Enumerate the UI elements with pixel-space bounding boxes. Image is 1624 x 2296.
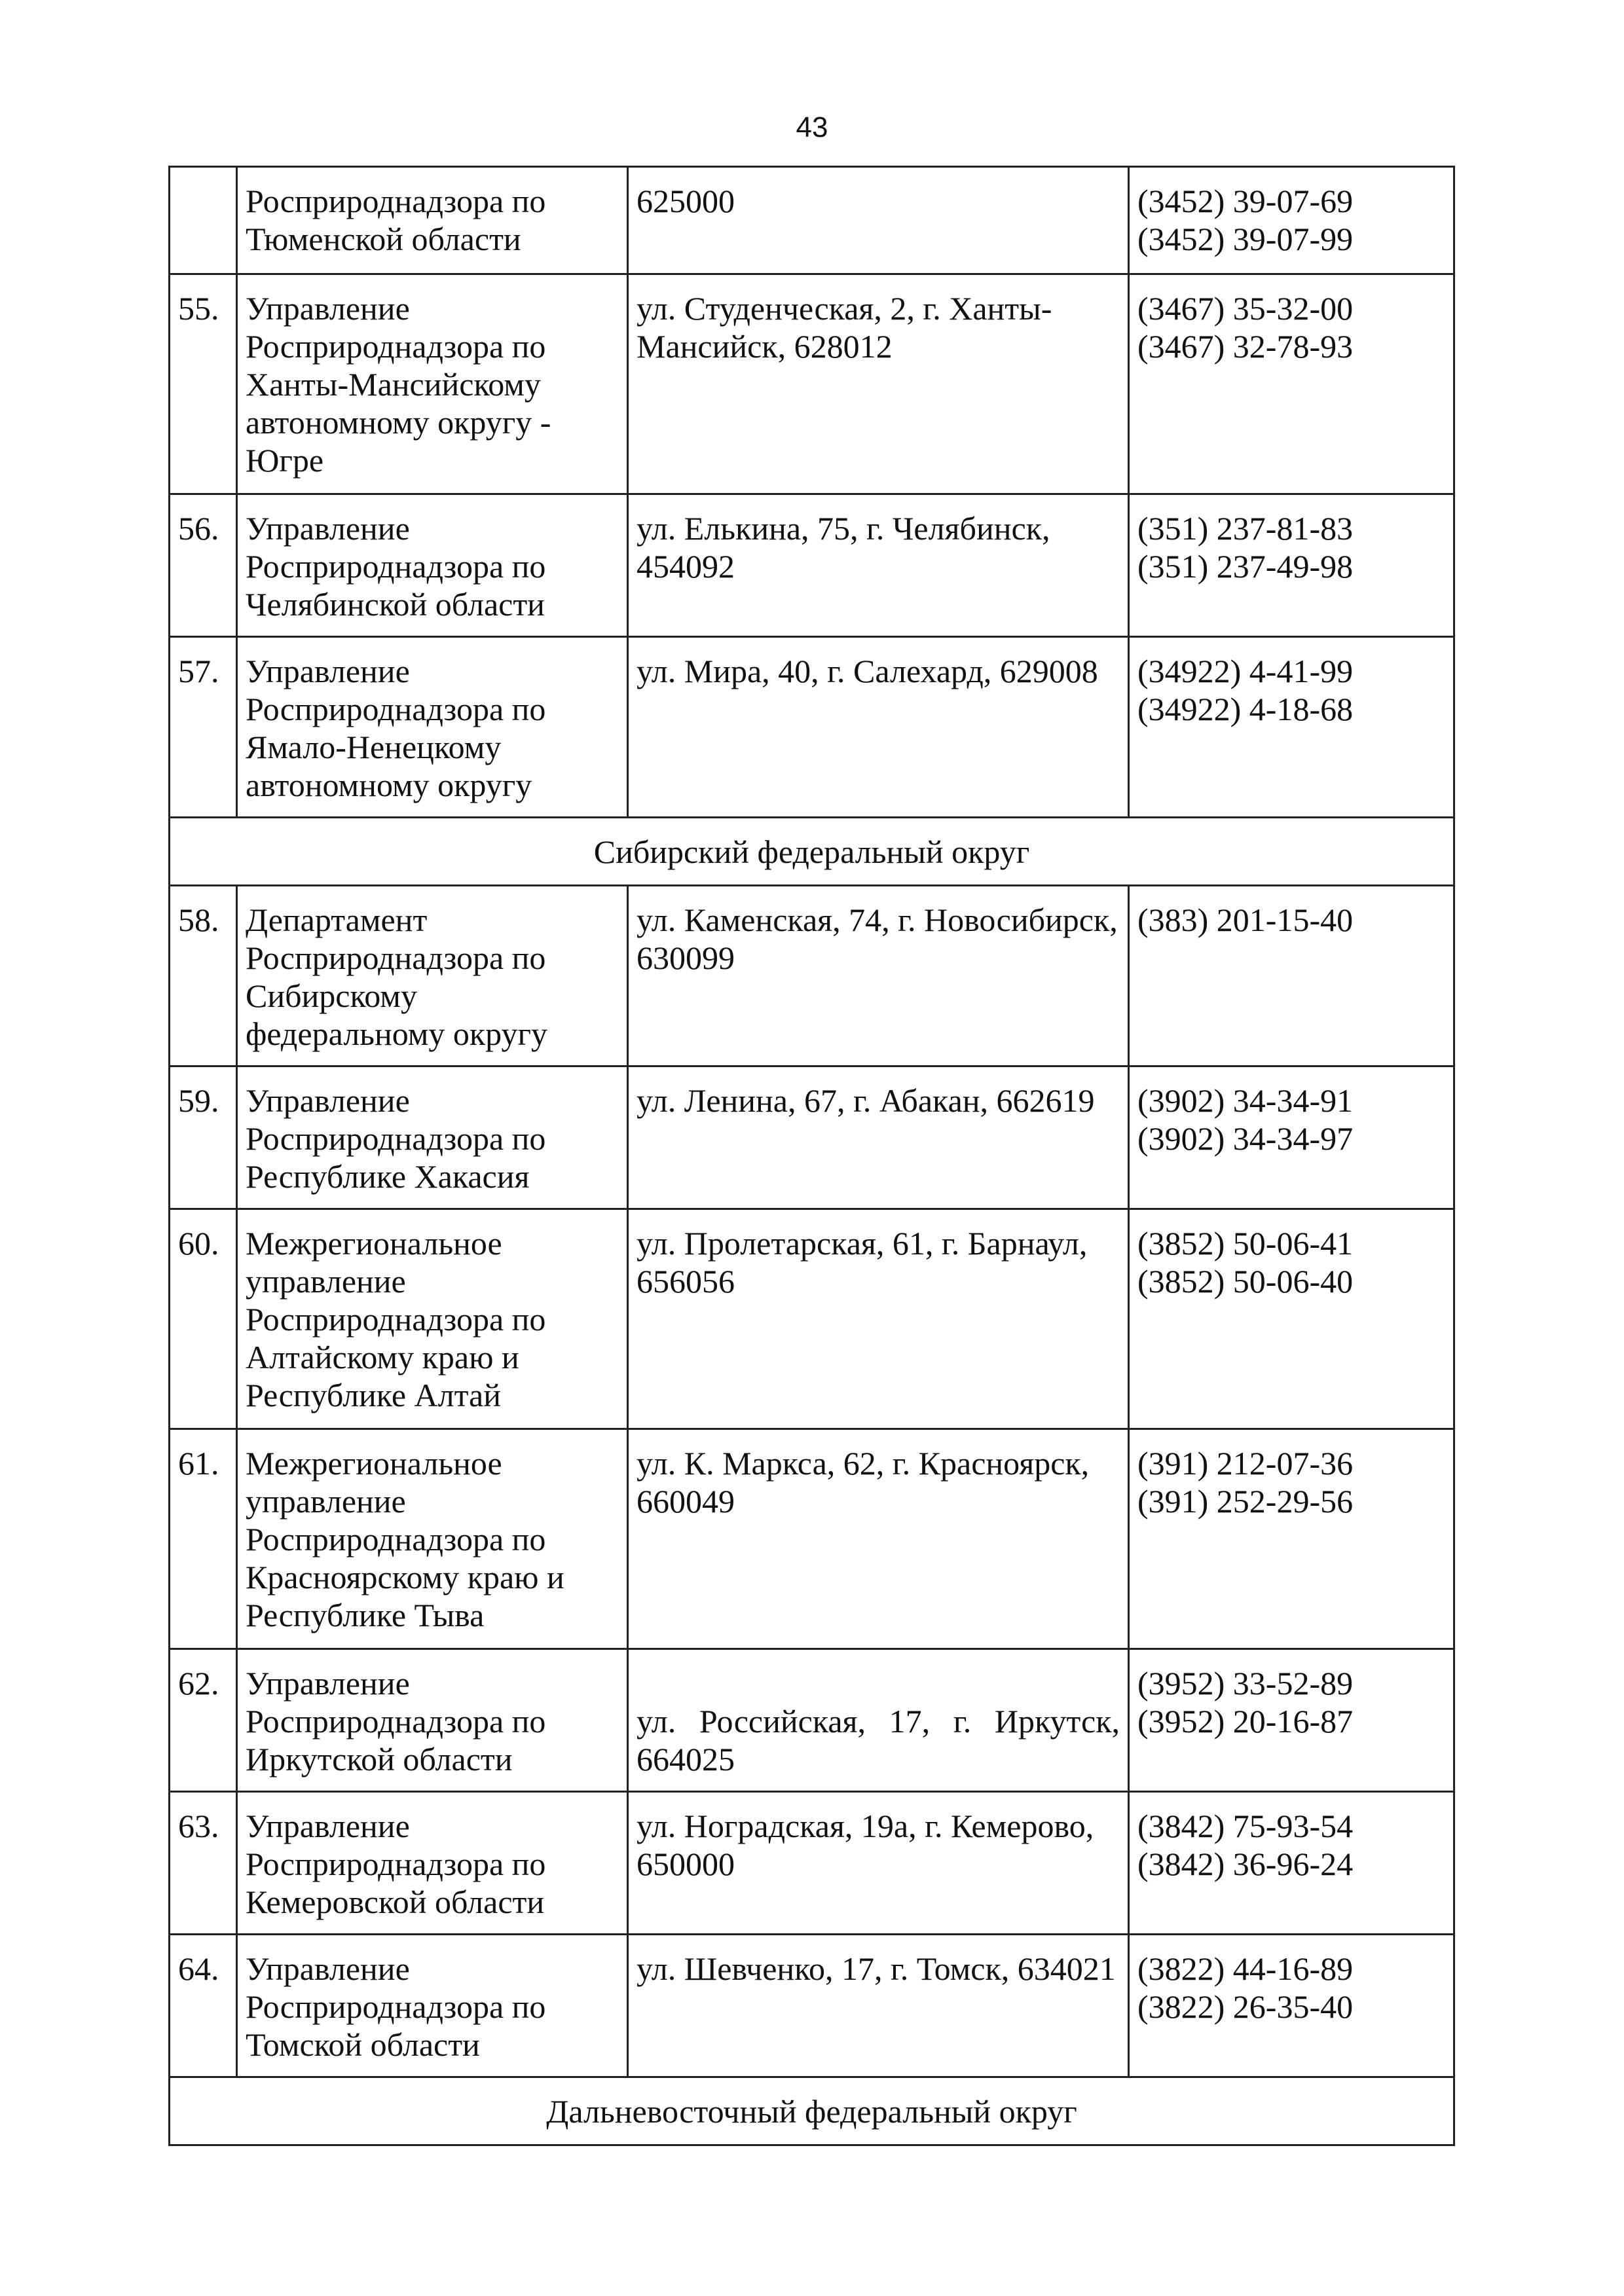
office-address: ул. Студенческая, 2, г. Ханты- Мансийск, 628012 [628,274,1129,494]
office-address: ул. Елькина, 75, г. Челябинск, 454092 [628,494,1129,637]
table-row [170,886,1454,1066]
office-phones: (3842) 75-93-54 (3842) 36-96-24 [1129,1792,1454,1935]
row-number: 59. [170,1066,237,1209]
row-number: 57. [170,637,237,818]
office-address: ул. Шевченко, 17, г. Томск, 634021 [628,1935,1129,2077]
row-number: 56. [170,494,237,637]
office-phones: (3902) 34-34-91 (3902) 34-34-97 [1129,1066,1454,1209]
offices-table [168,166,1455,2146]
office-name: Росприроднадзора по Тюменской области [237,167,628,274]
row-number: 55. [170,274,237,494]
section-row [170,818,1454,886]
office-name: Управление Росприроднадзора по Ханты-Мансийскому автономному округу - Югре [237,274,628,494]
table-row [170,1935,1454,2077]
office-phones: (383) 201-15-40 [1129,886,1454,1066]
address-line-1: ул. Российская, 17, г. Иркутск, [637,1703,1120,1740]
table-row [170,1429,1454,1649]
office-phones: (3822) 44-16-89 (3822) 26-35-40 [1129,1935,1454,2077]
office-phones: (391) 212-07-36 (391) 252-29-56 [1129,1429,1454,1649]
office-name: Управление Росприроднадзора по Челябинской области [237,494,628,637]
office-name: Департамент Росприроднадзора по Сибирскому федеральному округу [237,886,628,1066]
office-name: Межрегиональное управление Росприроднадзора по Алтайскому краю и Республике Алтай [237,1209,628,1429]
office-address: ул. Ноградская, 19а, г. Кемерово, 650000 [628,1792,1129,1935]
table-row [170,494,1454,637]
office-phones: (3452) 39-07-69 (3452) 39-07-99 [1129,167,1454,274]
row-number: 60. [170,1209,237,1429]
office-phones: (3952) 33-52-89 (3952) 20-16-87 [1129,1649,1454,1792]
table-row [170,1649,1454,1792]
office-name: Межрегиональное управление Росприроднадзора по Красноярскому краю и Республике Тыва [237,1429,628,1649]
office-address: ул. Каменская, 74, г. Новосибирск, 630099 [628,886,1129,1066]
section-title: Дальневосточный федеральный округ [170,2077,1454,2145]
office-address: ул. Ленина, 67, г. Абакан, 662619 [628,1066,1129,1209]
office-address: ул. К. Маркса, 62, г. Красноярск, 660049 [628,1429,1129,1649]
office-phones: (3467) 35-32-00 (3467) 32-78-93 [1129,274,1454,494]
office-address: 625000 [628,167,1129,274]
row-number: 63. [170,1792,237,1935]
row-number: 62. [170,1649,237,1792]
table-row [170,274,1454,494]
address-line-2: 664025 [637,1741,735,1777]
office-phones: (3852) 50-06-41 (3852) 50-06-40 [1129,1209,1454,1429]
table-row [170,1209,1454,1429]
section-row [170,2077,1454,2145]
table-row [170,637,1454,818]
row-number: 64. [170,1935,237,2077]
row-number: 58. [170,886,237,1066]
row-number: 61. [170,1429,237,1649]
table-row [170,1066,1454,1209]
row-number [170,167,237,274]
page-number: 43 [796,111,828,143]
office-name: Управление Росприроднадзора по Республике Хакасия [237,1066,628,1209]
table-row [170,167,1454,274]
office-name: Управление Росприроднадзора по Томской области [237,1935,628,2077]
office-address [628,1649,1129,1792]
office-address: ул. Пролетарская, 61, г. Барнаул, 656056 [628,1209,1129,1429]
office-name: Управление Росприроднадзора по Кемеровской области [237,1792,628,1935]
office-phones: (34922) 4-41-99 (34922) 4-18-68 [1129,637,1454,818]
office-name: Управление Росприроднадзора по Ямало-Ненецкому автономному округу [237,637,628,818]
office-name: Управление Росприроднадзора по Иркутской области [237,1649,628,1792]
office-phones: (351) 237-81-83 (351) 237-49-98 [1129,494,1454,637]
table-row [170,1792,1454,1935]
office-address: ул. Мира, 40, г. Салехард, 629008 [628,637,1129,818]
section-title: Сибирский федеральный округ [170,818,1454,886]
